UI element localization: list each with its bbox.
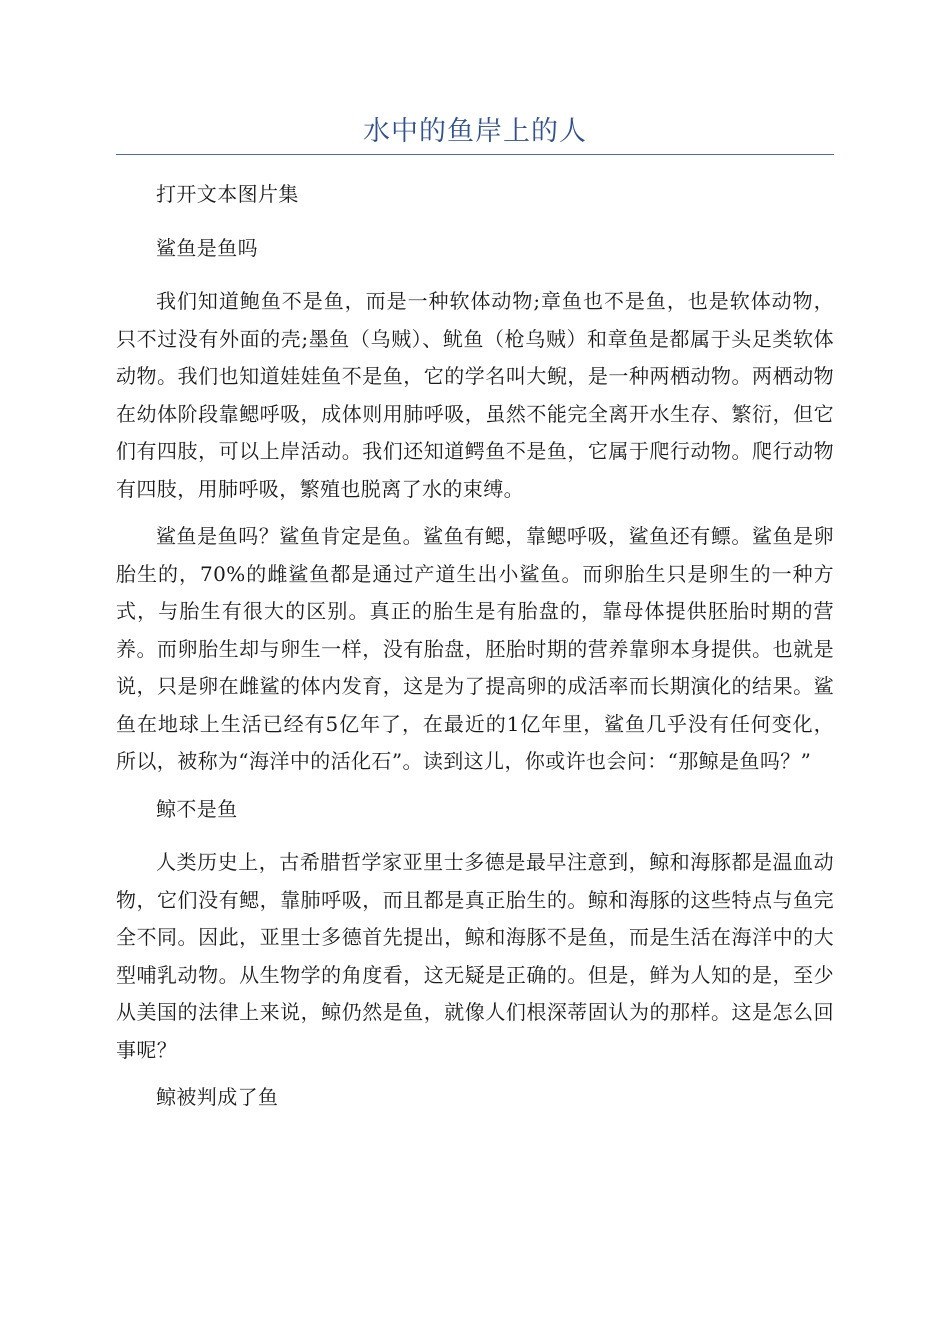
section-heading-whale-judged: 鲸被判成了鱼: [156, 1085, 279, 1109]
paragraph-aristotle: 人类历史上，古希腊哲学家亚里士多德是最早注意到，鲸和海豚都是温血动物，它们没有鳃，靠肺呼吸，而且都是真正胎生的。鲸和海豚的这些特点与鱼完全不同。因此，亚里士多德首先提出，鲸和海豚不是鱼，而是生活在海洋中的大型哺乳动物。从生物学的角度看，这无疑是正确的。但是，鲜为人知的是，至少从美国的法律上来说，鲸仍然是鱼，就像人们根深蒂固认为的那样。这是怎么回事呢？: [116, 850, 834, 1062]
paragraph-not-fish: 我们知道鲍鱼不是鱼，而是一种软体动物;章鱼也不是鱼，也是软体动物，只不过没有外面的壳;墨鱼（乌贼）、鱿鱼（枪乌贼）和章鱼是都属于头足类软体动物。我们也知道娃娃鱼不是鱼，它的学名叫大鲵，是一种两栖动物。两栖动物在幼体阶段靠鳃呼吸，成体则用肺呼吸，虽然不能完全离开水生存、繁衍，但它们有四肢，可以上岸活动。我们还知道鳄鱼不是鱼，它属于爬行动物。爬行动物有四肢，用肺呼吸，繁殖也脱离了水的束缚。: [116, 289, 834, 501]
document-title: 水中的鱼岸上的人: [363, 116, 587, 147]
document-body: [116, 176, 834, 1133]
paragraph-open-gallery: 打开文本图片集: [156, 182, 299, 206]
section-heading-whale: 鲸不是鱼: [156, 796, 238, 821]
paragraph-shark-is-fish: 鲨鱼是鱼吗？鲨鱼肯定是鱼。鲨鱼有鳃，靠鳃呼吸，鲨鱼还有鳔。鲨鱼是卵胎生的，70%的雌鲨鱼都是通过产道生出小鲨鱼。而卵胎生只是卵生的一种方式，与胎生有很大的区别。真正的胎生是有胎盘的，靠母体提供胚胎时期的营养。而卵胎生却与卵生一样，没有胎盘，胚胎时期的营养靠卵本身提供。也就是说，只是卵在雌鲨的体内发育，这是为了提高卵的成活率而长期演化的结果。鲨鱼在地球上生活已经有5亿年了，在最近的1亿年里，鲨鱼几乎没有任何变化，所以，被称为“海洋中的活化石”。读到这儿，你或许也会问：“那鲸是鱼吗？”: [116, 524, 834, 773]
title-underline: [116, 154, 834, 155]
section-heading-shark: 鲨鱼是鱼吗: [156, 235, 258, 260]
